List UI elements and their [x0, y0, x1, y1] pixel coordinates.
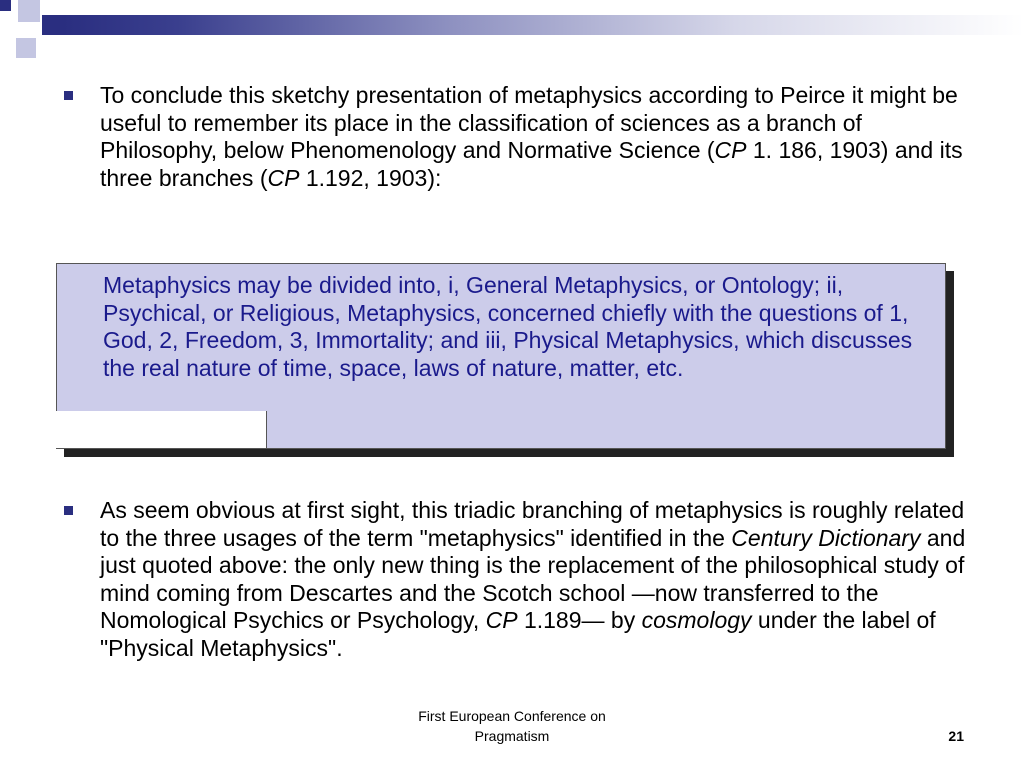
decor-square	[0, 0, 11, 11]
footer-conference-line-2: Pragmatism	[474, 728, 550, 744]
bullet-square-icon	[64, 91, 73, 100]
quote-box-fold	[56, 411, 267, 448]
text-segment: To conclude this sketchy presentation of metaphysics according to Peirce it might be useful to remember its place in the classification of sciences as a branch of Philosophy, below Phenomenology and Normative Science (	[100, 82, 958, 163]
cp-abbreviation: CP	[267, 164, 300, 191]
text-segment: As seem obvious at first sight, this triadic branching of metaphysics is roughly related to the three usages of the term "metaphysics" identified in the	[100, 497, 965, 551]
cosmology-term: cosmology	[641, 607, 752, 633]
header-gradient-bar	[62, 15, 1024, 35]
text-segment: under the label of "Physical Metaphysics".	[100, 607, 936, 661]
text-segment: 1.189— by	[517, 607, 642, 633]
slide-number: 21	[948, 728, 964, 744]
quote-text: Metaphysics may be divided into, i, General Metaphysics, or Ontology; ii, Psychical, or Religious, Metaphysics, concerned chiefly with the questions of 1, God, 2, Freedom, 3, Immortality; and iii, Physical Metaphysics, which discusses the real nature of time, space, laws of nature, matter, etc.	[103, 272, 913, 381]
decor-square	[16, 38, 36, 58]
cp-abbreviation: CP	[714, 137, 747, 163]
bullet-paragraph-1	[100, 82, 980, 192]
footer-conference-line-1: First European Conference on	[418, 708, 606, 724]
bullet-paragraph-2	[100, 497, 980, 662]
decor-square	[18, 0, 40, 22]
text-segment: and just quoted above: the only new thing is the replacement of the philosophical study of mind coming from Descartes and the Scotch school —now transferred to the Nomological Psychics or Psychology,	[100, 524, 966, 633]
text-segment: 1. 186, 1903) and its three branches (	[100, 137, 963, 191]
century-dictionary-title: Century Dictionary	[731, 524, 921, 551]
text-segment: 1.192, 1903):	[299, 164, 442, 191]
decor-square	[42, 15, 62, 35]
bullet-square-icon	[64, 506, 73, 515]
cp-abbreviation: CP	[485, 607, 518, 633]
footer-conference	[370, 706, 654, 746]
